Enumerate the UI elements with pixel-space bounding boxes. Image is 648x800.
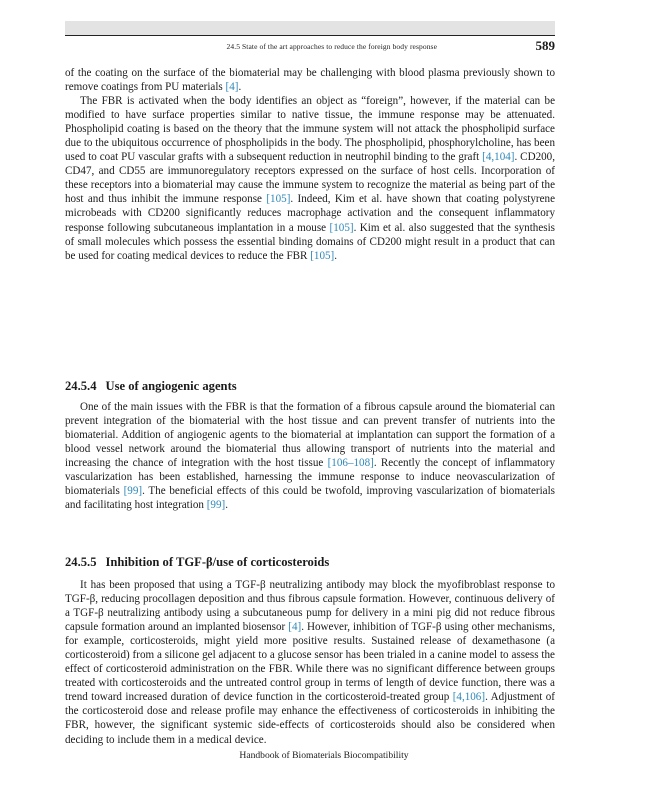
paragraph-text: . The beneficial effects of this could be twofold, improving vascularization of biomaterials and facilitating host integration xyxy=(65,485,555,512)
page-body xyxy=(65,66,556,746)
citation-link[interactable]: [4] xyxy=(288,621,302,634)
citation-link[interactable]: [106–108] xyxy=(327,457,374,470)
page-number: 589 xyxy=(535,38,555,53)
citation-link[interactable]: [99] xyxy=(123,485,143,498)
section-number: 24.5.5 xyxy=(65,555,97,569)
paragraph-text: . xyxy=(238,81,242,94)
running-head xyxy=(65,38,555,60)
paragraph-2 xyxy=(65,94,555,263)
paragraph-text: The FBR is activated when the body identifies an object as “foreign”, however, if the material can be modified to have surface properties similar to native tissue, the immune response may be attenuated. Phospholipid coating is based on the theory that the immune system will not attack the phospholipid surface due to the ubiquitous occurrence of phospholipids in the body. The phospholipid, phosphorylcholine, has been used to coat PU vascular grafts with a subsequent reduction in neutrophil binding to the graft xyxy=(65,95,555,164)
citation-link[interactable]: [99] xyxy=(206,499,226,512)
paragraph-1 xyxy=(65,66,555,94)
paragraph-text: . CD200, CD47, and CD55 are immunoregulatory receptors expressed on the surface of host cells. Incorporation of these receptors into a biomaterial may cause the immune system to recognize the material as being part of the host and thus inhibit the immune response xyxy=(65,151,556,206)
paragraph-text: of the coating on the surface of the biomaterial may be challenging with blood plasma previously shown to remove coatings from PU materials xyxy=(65,67,555,94)
paragraph-text: . Kim et al. also suggested that the synthesis of small molecules which possess the essential binding domains of CD200 might result in a product that can be used for coating medical devices to reduce the FBR xyxy=(65,221,555,262)
paragraph-text: . xyxy=(334,249,338,262)
citation-link[interactable]: [4] xyxy=(225,81,239,94)
paragraph-text: One of the main issues with the FBR is that the formation of a fibrous capsule around the biomaterial can prevent integration of the biomaterial with the host tissue and can prevent transfer of nutrients into the biomaterial. Addition of angiogenic agents to the biomaterial at implantation can support the formation of a blood vessel network around the biomaterial thus allowing transport of nutrients into the material and increasing the chance of integration with the host tissue xyxy=(65,401,555,470)
running-title: 24.5 State of the art approaches to reduce the foreign body response xyxy=(226,42,437,51)
paragraph-text: . Indeed, Kim et al. have shown that coating polystyrene microbeads with CD200 significantly reduces macrophage activation and the consequent inflammatory response following subcutaneous implantation in a mouse xyxy=(65,193,555,234)
citation-link[interactable]: [105] xyxy=(329,221,354,234)
paragraph-text: . Adjustment of the corticosteroid dose and release profile may enhance the effectiveness of corticosteroids in inhibiting the FBR, however, the significant systemic side-effects of corticosteroids should also be considered when deciding to include them in a medical device. xyxy=(65,691,555,746)
section-heading-24-5-4 xyxy=(65,378,237,394)
section-title: Inhibition of TGF-β/use of corticosteroids xyxy=(105,555,330,569)
citation-link[interactable]: [4,104] xyxy=(482,151,515,164)
paragraph-text: . However, inhibition of TGF-β using other mechanisms, for example, corticosteroids, might yield more positive results. Sustained release of dexamethasone (a corticosteroid) from a silicone gel adjacent to a glucose sensor has been trialed in a canine model to assess the effect of corticosteroid administration on the FBR. While there was no significant difference between groups treated with corticosteroids and the untreated control group in terms of length of device function, there was a trend toward increased duration of device function in the corticosteroid-treated group xyxy=(65,621,555,704)
paragraph-3 xyxy=(65,400,555,512)
paragraph-text: It has been proposed that using a TGF-β neutralizing antibody may block the myofibroblast response to TGF-β, reducing procollagen deposition and thus fibrous capsule formation. However, continuous delivery of a TGF-β neutralizing antibody using a subcutaneous pump for delivery in a mini pig did not reduce fibrous capsule formation around an implanted biosensor xyxy=(65,579,555,634)
paragraph-text: . xyxy=(225,499,228,512)
section-heading-24-5-5 xyxy=(65,554,329,570)
header-bar xyxy=(65,21,555,35)
paragraph-4 xyxy=(65,578,555,747)
citation-link[interactable]: [105] xyxy=(310,249,335,262)
paragraph-text: . Recently the concept of inflammatory vascularization has been established, harnessing the immune response to induce neovascularization of biomaterials xyxy=(65,457,555,498)
citation-link[interactable]: [4,106] xyxy=(452,691,486,704)
book-footer: Handbook of Biomaterials Biocompatibility xyxy=(239,750,409,761)
header-rule xyxy=(65,35,555,36)
section-number: 24.5.4 xyxy=(65,379,97,393)
citation-link[interactable]: [105] xyxy=(266,193,291,206)
section-title: Use of angiogenic agents xyxy=(105,379,237,393)
